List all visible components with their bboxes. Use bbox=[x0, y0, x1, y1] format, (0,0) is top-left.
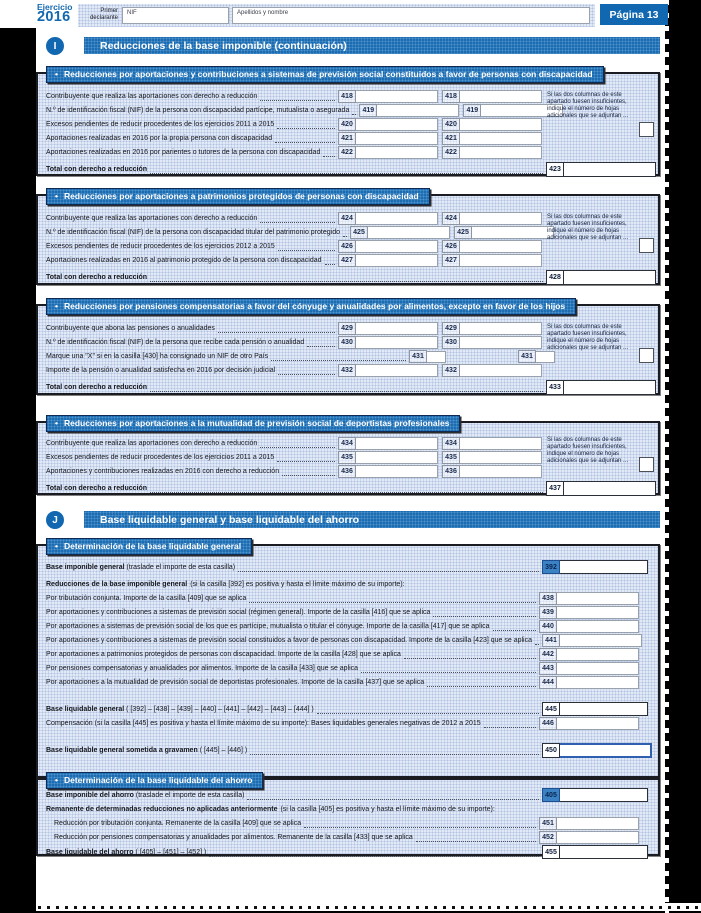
casilla-446-input[interactable] bbox=[557, 717, 639, 730]
page-bottom-edge bbox=[36, 903, 701, 911]
row-label: Por aportaciones a la mutualidad de previsión social de deportistas profesionales. Importe de la casilla [437] que se aplica bbox=[46, 679, 425, 686]
dotted-leader bbox=[361, 664, 536, 673]
casilla-441-input[interactable] bbox=[560, 634, 642, 647]
dotted-leader bbox=[218, 324, 335, 333]
casilla-427-label-2: 427 bbox=[442, 254, 460, 267]
section-i-circle: I bbox=[46, 37, 64, 55]
nif-input[interactable]: NIF bbox=[122, 7, 229, 24]
casilla-424-col1-input[interactable] bbox=[356, 212, 438, 225]
box-aportaciones-discapacidad bbox=[36, 69, 660, 176]
row-label: N.º de identificación fiscal (NIF) de la persona que recibe cada pensión o anualidad bbox=[46, 339, 305, 346]
casilla-437-input[interactable] bbox=[564, 481, 656, 496]
field-row bbox=[46, 606, 639, 619]
casilla-436-col1-input[interactable] bbox=[356, 465, 438, 478]
row-label: Compensación (si la casilla [445] es positiva y hasta el límite máximo de su importe): Bases liquidables generales negativas de 2012 a 2015 bbox=[46, 720, 481, 727]
row-label: Aportaciones y contribuciones realizadas en 2016 con derecho a reducción bbox=[46, 468, 280, 475]
casilla-425-col1-input[interactable] bbox=[368, 226, 450, 239]
casilla-443-label: 443 bbox=[539, 662, 557, 675]
row-formula: ( [445] – [446] ) bbox=[199, 747, 248, 754]
subsection-title-bar bbox=[46, 298, 576, 315]
casilla-438-input[interactable] bbox=[557, 592, 639, 605]
ejercicio-year: 2016 bbox=[37, 9, 71, 25]
dotted-leader bbox=[271, 352, 406, 361]
row-label: Por aportaciones a patrimonios protegidos de personas con discapacidad. Importe de la casilla [428] que se aplica bbox=[46, 651, 401, 658]
row-label: Contribuyente que abona las pensiones o anualidades bbox=[46, 325, 215, 332]
casilla-434-label-2: 434 bbox=[442, 437, 460, 450]
casilla-442-label: 442 bbox=[539, 648, 557, 661]
bullet-icon: • bbox=[55, 541, 58, 551]
row-note: (traslade el importe de esta casilla) bbox=[126, 563, 236, 571]
dotted-leader bbox=[282, 467, 335, 476]
subsection-title-bar bbox=[46, 188, 430, 205]
casilla-422-col1-input[interactable] bbox=[356, 146, 438, 159]
dotted-leader bbox=[325, 256, 335, 265]
casilla-430-label-2: 430 bbox=[442, 336, 460, 349]
section-j-circle: J bbox=[46, 511, 64, 529]
casilla-440-input[interactable] bbox=[557, 620, 639, 633]
field-row bbox=[46, 364, 542, 377]
row-label: Aportaciones realizadas en 2016 por la propia persona con discapacidad bbox=[46, 135, 273, 142]
field-row bbox=[46, 648, 639, 661]
casilla-436-col2-input[interactable] bbox=[460, 465, 542, 478]
field-row bbox=[46, 465, 542, 478]
dotted-leader bbox=[535, 636, 539, 645]
reduc-label: Reducciones de la base imponible general bbox=[46, 581, 188, 588]
casilla-392-label: 392 bbox=[542, 560, 560, 574]
row-label: Reducción por tributación conjunta. Remanente de la casilla [409] que se aplica bbox=[54, 820, 302, 827]
casilla-452-input[interactable] bbox=[557, 831, 639, 844]
remanente-label: Remanente de determinadas reducciones no aplicadas anteriormente bbox=[46, 806, 278, 813]
bullet-icon: • bbox=[55, 775, 58, 785]
casilla-435-label-2: 435 bbox=[442, 451, 460, 464]
casilla-426-label: 426 bbox=[338, 240, 356, 253]
field-row bbox=[46, 788, 648, 802]
casilla-432-col2-input[interactable] bbox=[460, 364, 542, 377]
casilla-450-label: 450 bbox=[542, 743, 560, 758]
declarant-label: Primer declarante bbox=[89, 8, 118, 21]
total-label: Total con derecho a reducción bbox=[46, 384, 148, 391]
casilla-429-label-2: 429 bbox=[442, 322, 460, 335]
casilla-434-col2-input[interactable] bbox=[460, 437, 542, 450]
casilla-420-col2-input[interactable] bbox=[460, 118, 542, 131]
row-label: Por tributación conjunta. Importe de la casilla [409] que se aplica bbox=[46, 595, 247, 602]
field-row bbox=[46, 104, 542, 117]
additional-sheets-box[interactable] bbox=[639, 122, 654, 137]
reduc-note: (si la casilla [392] es positiva y hasta el límite máximo de su importe): bbox=[190, 581, 405, 588]
bullet-icon: • bbox=[55, 69, 58, 79]
row-label: Base liquidable del ahorro bbox=[46, 848, 134, 856]
field-row bbox=[46, 226, 542, 239]
subsection-title: Determinación de la base liquidable general bbox=[63, 541, 242, 551]
row-formula: ( [405] – [451] – [452] ) bbox=[135, 848, 207, 856]
field-row bbox=[46, 90, 542, 103]
casilla-435-col1-input[interactable] bbox=[356, 451, 438, 464]
casilla-419-label: 419 bbox=[359, 104, 377, 117]
field-row bbox=[46, 212, 542, 225]
row-label: Aportaciones realizadas en 2016 por parientes o tutores de la persona con discapacidad bbox=[46, 149, 321, 156]
total-label: Total con derecho a reducción bbox=[46, 274, 148, 281]
casilla-424-label: 424 bbox=[338, 212, 356, 225]
side-note: Si las dos columnas de este apartado fuesen insuficientes, indique el número de hojas adicionales que se adjuntan ... bbox=[547, 92, 629, 119]
field-row bbox=[46, 146, 542, 159]
field-row bbox=[46, 560, 648, 574]
casilla-455-input[interactable] bbox=[560, 845, 648, 859]
dotted-leader bbox=[277, 120, 335, 129]
subsection-title: Reducciones por aportaciones y contribuciones a sistemas de previsión social constituidos a favor de personas con discapacidad bbox=[63, 69, 593, 79]
casilla-420-label-2: 420 bbox=[442, 118, 460, 131]
row-label: N.º de identificación fiscal (NIF) de la persona con discapacidad partícipe, mutualista o asegurada bbox=[46, 107, 350, 114]
dotted-leader bbox=[249, 594, 536, 603]
casilla-439-label: 439 bbox=[539, 606, 557, 619]
casilla-444-label: 444 bbox=[539, 676, 557, 689]
casilla-420-col1-input[interactable] bbox=[356, 118, 438, 131]
row-label: Marque una "X" si en la casilla [430] ha consignado un NIF de otro País bbox=[46, 353, 269, 360]
subsection-note bbox=[46, 579, 650, 590]
field-row bbox=[46, 676, 639, 689]
field-row bbox=[46, 662, 639, 675]
dotted-leader bbox=[307, 338, 335, 347]
casilla-450-input[interactable] bbox=[560, 743, 652, 758]
casilla-424-label-2: 424 bbox=[442, 212, 460, 225]
casilla-426-col1-input[interactable] bbox=[356, 240, 438, 253]
casilla-442-input[interactable] bbox=[557, 648, 639, 661]
box-base-liquidable-ahorro bbox=[36, 775, 660, 856]
casilla-421-col2-input[interactable] bbox=[460, 132, 542, 145]
additional-sheets-box[interactable] bbox=[639, 457, 654, 472]
casilla-422-col2-input[interactable] bbox=[460, 146, 542, 159]
casilla-441-label: 441 bbox=[542, 634, 560, 647]
casilla-425-col2-input[interactable] bbox=[472, 226, 554, 239]
row-label: Aportaciones realizadas en 2016 al patrimonio protegido de la persona con discapacidad bbox=[46, 257, 322, 264]
casilla-428-label: 428 bbox=[546, 270, 564, 285]
dotted-leader bbox=[209, 848, 539, 857]
row-note: (traslade el importe de esta casilla) bbox=[135, 791, 245, 799]
box-deportistas-profesionales bbox=[36, 418, 660, 495]
subsection-title-bar bbox=[46, 772, 263, 789]
box-patrimonios-protegidos bbox=[36, 191, 660, 285]
side-note: Si las dos columnas de este apartado fuesen insuficientes, indique el número de hojas adicionales que se adjuntan ... bbox=[547, 214, 629, 241]
total-label: Total con derecho a reducción bbox=[46, 166, 148, 173]
casilla-431-label-2: 431 bbox=[518, 350, 536, 363]
casilla-434-col1-input[interactable] bbox=[356, 437, 438, 450]
row-label: Base liquidable general bbox=[46, 705, 125, 713]
casilla-440-label: 440 bbox=[539, 620, 557, 633]
casilla-426-col2-input[interactable] bbox=[460, 240, 542, 253]
casilla-405-label: 405 bbox=[542, 788, 560, 802]
row-label: Excesos pendientes de reducir procedentes de los ejercicios 2011 a 2015 bbox=[46, 121, 275, 128]
field-row bbox=[46, 118, 542, 131]
subsection-title: Determinación de la base liquidable del ahorro bbox=[63, 775, 253, 785]
casilla-429-col2-input[interactable] bbox=[460, 322, 542, 335]
casilla-429-col1-input[interactable] bbox=[356, 322, 438, 335]
field-row bbox=[46, 132, 542, 145]
field-row bbox=[54, 831, 639, 844]
total-row bbox=[46, 162, 656, 177]
bullet-icon: • bbox=[55, 191, 58, 201]
additional-sheets-box[interactable] bbox=[639, 348, 654, 363]
casilla-419-col1-input[interactable] bbox=[377, 104, 459, 117]
casilla-451-input[interactable] bbox=[557, 817, 639, 830]
casilla-437-label: 437 bbox=[546, 481, 564, 496]
remanente-note: (si la casilla [405] es positiva y hasta el límite máximo de su importe): bbox=[280, 806, 495, 813]
casilla-446-label: 446 bbox=[539, 717, 557, 730]
name-input[interactable]: Apellidos y nombre bbox=[232, 7, 590, 24]
row-label: Por aportaciones y contribuciones a sistemas de previsión social (régimen general). Importe de la casilla [416] que se aplica bbox=[46, 609, 431, 616]
casilla-424-col2-input[interactable] bbox=[460, 212, 542, 225]
casilla-425-label-2: 425 bbox=[454, 226, 472, 239]
total-label: Total con derecho a reducción bbox=[46, 485, 148, 492]
row-label: Por pensiones compensatorias y anualidades por alimentos. Importe de la casilla [433] que se aplica bbox=[46, 665, 359, 672]
casilla-423-label: 423 bbox=[546, 162, 564, 177]
dotted-leader bbox=[416, 833, 536, 842]
casilla-425-label: 425 bbox=[350, 226, 368, 239]
row-label: Contribuyente que realiza las aportaciones con derecho a reducción bbox=[46, 215, 258, 222]
total-row bbox=[46, 270, 656, 285]
casilla-427-label: 427 bbox=[338, 254, 356, 267]
dotted-leader bbox=[343, 228, 347, 237]
subsection-title-bar bbox=[46, 538, 252, 555]
casilla-445-label: 445 bbox=[542, 702, 560, 716]
field-row bbox=[46, 717, 639, 730]
casilla-418-col1-input[interactable] bbox=[356, 90, 438, 103]
casilla-426-label-2: 426 bbox=[442, 240, 460, 253]
casilla-432-label: 432 bbox=[338, 364, 356, 377]
casilla-455-label: 455 bbox=[542, 845, 560, 859]
field-row bbox=[46, 451, 542, 464]
subsection-title: Reducciones por aportaciones a patrimonios protegidos de personas con discapacidad bbox=[63, 191, 419, 201]
casilla-421-label-2: 421 bbox=[442, 132, 460, 145]
dotted-leader bbox=[317, 705, 539, 714]
field-row bbox=[46, 336, 542, 349]
casilla-435-label: 435 bbox=[338, 451, 356, 464]
field-row bbox=[46, 743, 652, 758]
casilla-443-input[interactable] bbox=[557, 662, 639, 675]
casilla-427-col1-input[interactable] bbox=[356, 254, 438, 267]
subsection-title: Reducciones por aportaciones a la mutualidad de previsión social de deportistas profesionales bbox=[63, 418, 450, 428]
declarant-band bbox=[78, 4, 595, 27]
page-top-corner bbox=[0, 0, 36, 28]
casilla-421-label: 421 bbox=[338, 132, 356, 145]
casilla-432-label-2: 432 bbox=[442, 364, 460, 377]
casilla-422-label-2: 422 bbox=[442, 146, 460, 159]
dotted-leader bbox=[433, 608, 536, 617]
casilla-445-input[interactable] bbox=[560, 702, 648, 716]
field-row bbox=[46, 620, 639, 633]
dotted-leader bbox=[250, 746, 539, 755]
ejercicio-block bbox=[37, 2, 73, 25]
field-row bbox=[54, 817, 639, 830]
field-row bbox=[46, 322, 542, 335]
subsection-title-bar bbox=[46, 66, 604, 83]
casilla-423-input[interactable] bbox=[564, 162, 656, 177]
casilla-405-input[interactable] bbox=[560, 788, 648, 802]
dotted-leader bbox=[150, 484, 543, 493]
casilla-439-input[interactable] bbox=[557, 606, 639, 619]
casilla-420-label: 420 bbox=[338, 118, 356, 131]
dotted-leader bbox=[150, 165, 543, 174]
field-row bbox=[46, 254, 542, 267]
box-pensiones-compensatorias bbox=[36, 301, 660, 395]
casilla-431-col1-input[interactable] bbox=[427, 351, 446, 363]
dotted-leader bbox=[247, 791, 539, 800]
casilla-438-label: 438 bbox=[539, 592, 557, 605]
side-note: Si las dos columnas de este apartado fuesen insuficientes, indique el número de hojas adicionales que se adjuntan ... bbox=[547, 324, 629, 351]
dotted-leader bbox=[277, 453, 335, 462]
casilla-392-input[interactable] bbox=[560, 560, 648, 574]
casilla-432-col1-input[interactable] bbox=[356, 364, 438, 377]
dotted-leader bbox=[323, 148, 335, 157]
total-row bbox=[46, 481, 656, 496]
casilla-418-label-2: 418 bbox=[442, 90, 460, 103]
dotted-leader bbox=[150, 273, 543, 282]
section-i-title-bar: Reducciones de la base imponible (continuación) bbox=[84, 37, 660, 54]
dotted-leader bbox=[352, 106, 356, 115]
field-row bbox=[46, 634, 639, 647]
dotted-leader bbox=[427, 678, 536, 687]
casilla-436-label-2: 436 bbox=[442, 465, 460, 478]
dotted-leader bbox=[278, 366, 335, 375]
total-row bbox=[46, 380, 656, 395]
ejercicio-label: Ejercicio bbox=[37, 2, 73, 12]
casilla-436-label: 436 bbox=[338, 465, 356, 478]
dotted-leader bbox=[278, 242, 335, 251]
casilla-418-col2-input[interactable] bbox=[460, 90, 542, 103]
row-label: Excesos pendientes de reducir procedentes de los ejercicios 2012 a 2015 bbox=[46, 243, 275, 250]
casilla-435-col2-input[interactable] bbox=[460, 451, 542, 464]
row-label: Base liquidable general sometida a gravamen bbox=[46, 747, 198, 754]
additional-sheets-box[interactable] bbox=[639, 238, 654, 253]
dotted-leader bbox=[493, 622, 536, 631]
casilla-430-col2-input[interactable] bbox=[460, 336, 542, 349]
row-label: Base imponible general bbox=[46, 563, 125, 571]
casilla-419-label-2: 419 bbox=[463, 104, 481, 117]
field-row bbox=[46, 592, 639, 605]
casilla-444-input[interactable] bbox=[557, 676, 639, 689]
bullet-icon: • bbox=[55, 418, 58, 428]
box-base-liquidable-general bbox=[36, 541, 660, 778]
row-formula: ( [392] – [438] – [439] – [440] – [441] – [442] – [443] – [444] ) bbox=[126, 705, 314, 713]
casilla-433-label: 433 bbox=[546, 380, 564, 395]
dotted-leader bbox=[275, 134, 335, 143]
casilla-429-label: 429 bbox=[338, 322, 356, 335]
dotted-leader bbox=[260, 214, 335, 223]
dotted-leader bbox=[484, 719, 536, 728]
casilla-434-label: 434 bbox=[338, 437, 356, 450]
subsection-note bbox=[46, 804, 650, 815]
row-label: Contribuyente que realiza las aportaciones con derecho a reducción bbox=[46, 440, 258, 447]
casilla-430-col1-input[interactable] bbox=[356, 336, 438, 349]
subsection-title: Reducciones por pensiones compensatorias a favor del cónyuge y anualidades por alimentos, excepto en favor de los hijos bbox=[63, 301, 566, 311]
page-right-edge bbox=[665, 0, 701, 913]
field-row bbox=[46, 845, 648, 859]
casilla-433-input[interactable] bbox=[564, 380, 656, 395]
row-label: Importe de la pensión o anualidad satisfecha en 2016 por decisión judicial bbox=[46, 367, 276, 374]
row-label: Por aportaciones y contribuciones a sistemas de previsión social constituidos a favor de personas con discapacidad. Importe de la casilla [423] que se aplica bbox=[46, 637, 532, 644]
subsection-title-bar bbox=[46, 415, 460, 432]
casilla-451-label: 451 bbox=[539, 817, 557, 830]
casilla-452-label: 452 bbox=[539, 831, 557, 844]
page-number-badge: Página 13 bbox=[600, 4, 668, 25]
row-label: Base imponible del ahorro bbox=[46, 791, 134, 799]
dotted-leader bbox=[260, 92, 335, 101]
casilla-430-label: 430 bbox=[338, 336, 356, 349]
dotted-leader bbox=[260, 439, 335, 448]
casilla-428-input[interactable] bbox=[564, 270, 656, 285]
dotted-leader bbox=[238, 563, 539, 572]
row-label: Por aportaciones a sistemas de previsión social de los que es partícipe, mutualista o titular el cónyuge. Importe de la casilla [417] que se aplica bbox=[46, 623, 490, 630]
dotted-leader bbox=[404, 650, 536, 659]
row-label: Contribuyente que realiza las aportaciones con derecho a reducción bbox=[46, 93, 258, 100]
field-row bbox=[46, 240, 542, 253]
casilla-427-col2-input[interactable] bbox=[460, 254, 542, 267]
row-label: Excesos pendientes de reducir procedentes de los ejercicios 2011 a 2015 bbox=[46, 454, 275, 461]
dotted-leader bbox=[150, 383, 543, 392]
dotted-leader bbox=[304, 819, 536, 828]
field-row bbox=[46, 437, 542, 450]
casilla-421-col1-input[interactable] bbox=[356, 132, 438, 145]
row-label: N.º de identificación fiscal (NIF) de la persona con discapacidad titular del patrimonio protegido bbox=[46, 229, 340, 236]
row-label: Reducción por pensiones compensatorias y anualidades por alimentos. Remanente de la casilla [433] que se aplica bbox=[54, 834, 413, 841]
casilla-422-label: 422 bbox=[338, 146, 356, 159]
field-row bbox=[46, 702, 648, 716]
casilla-418-label: 418 bbox=[338, 90, 356, 103]
section-j-title-bar: Base liquidable general y base liquidable del ahorro bbox=[84, 511, 660, 528]
casilla-431-col2-input[interactable] bbox=[536, 351, 555, 363]
casilla-431-label: 431 bbox=[409, 350, 427, 363]
bullet-icon: • bbox=[55, 301, 58, 311]
side-note: Si las dos columnas de este apartado fuesen insuficientes, indique el número de hojas adicionales que se adjuntan ... bbox=[547, 437, 629, 464]
